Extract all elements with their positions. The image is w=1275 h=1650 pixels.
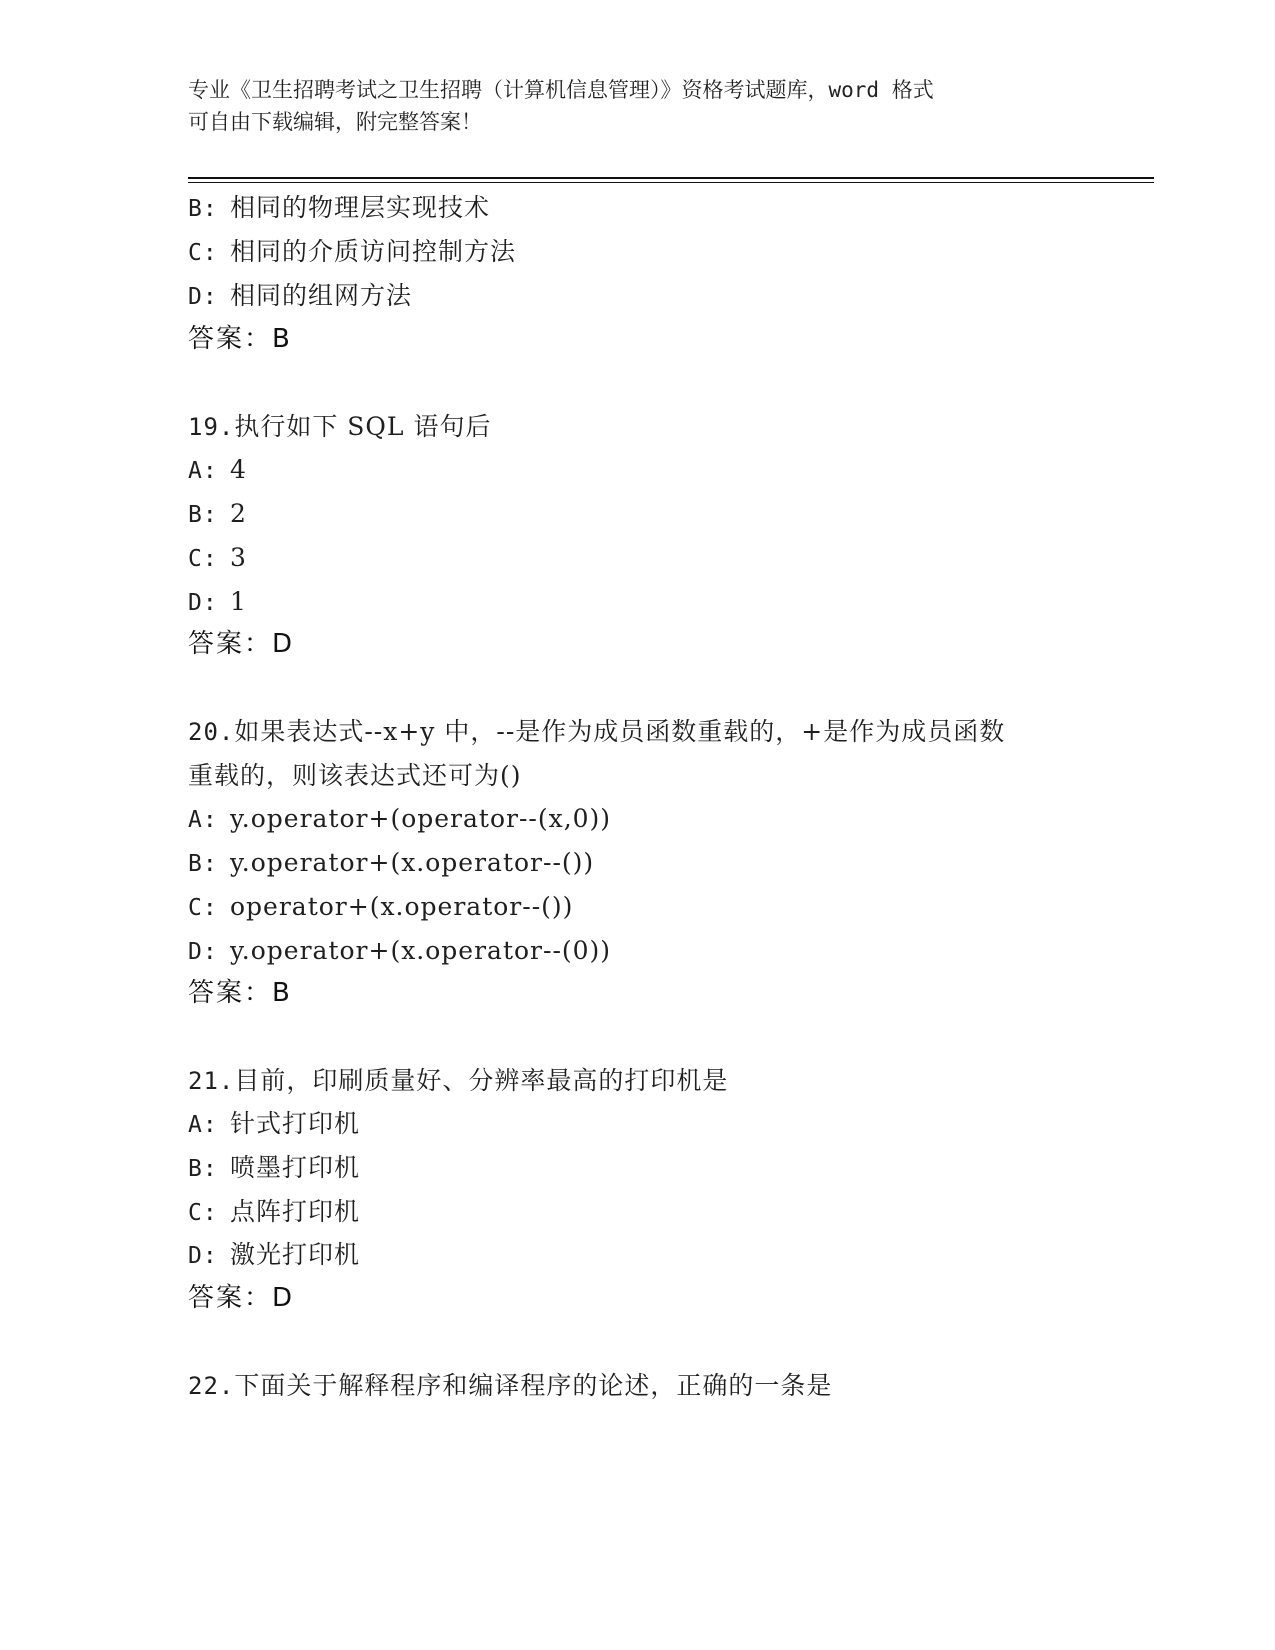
q22-stem [188,1370,832,1402]
question-text: 执行如下 SQL 语句后 [234,412,492,441]
q19-answer: 答案：D [188,629,295,659]
option-text: operator+(x.operator--()) [230,892,574,921]
option-text: y.operator+(x.operator--()) [230,848,595,877]
option-text: 喷墨打印机 [230,1153,361,1182]
q20-option-b [188,847,594,880]
question-text: 目前，印刷质量好、分辨率最高的打印机是 [234,1066,729,1095]
question-number: 19. [188,413,235,441]
header-line-2: 可自由下载编辑，附完整答案！ [188,110,482,134]
option-label: C: [188,240,218,266]
option-text: 相同的介质访问控制方法 [230,237,517,266]
question-text: 如果表达式--x+y 中，--是作为成员函数重载的，+是作为成员函数 [234,717,1006,746]
option-text: 相同的组网方法 [230,281,413,310]
q18-option-c [188,236,516,269]
option-text: 激光打印机 [230,1240,361,1269]
option-label: A: [188,1112,218,1138]
option-text: 3 [230,543,247,572]
question-number: 20. [188,718,235,746]
q21-option-a [188,1108,360,1141]
question-number: 22. [188,1372,235,1400]
header-divider-thick [188,177,1154,179]
option-label: D: [188,1243,218,1269]
option-label: D: [188,284,218,310]
option-text: 相同的物理层实现技术 [230,193,491,222]
q21-option-d [188,1239,360,1272]
option-text: 针式打印机 [230,1109,361,1138]
document-header [188,74,1068,138]
q20-option-c [188,891,573,924]
option-label: D: [188,590,218,616]
question-text: 下面关于解释程序和编译程序的论述，正确的一条是 [234,1371,833,1400]
option-label: B: [188,851,218,877]
option-label: C: [188,546,218,572]
option-text: 点阵打印机 [230,1197,361,1226]
option-label: A: [188,458,218,484]
q20-option-a [188,803,611,836]
q19-option-b [188,498,247,531]
option-label: A: [188,807,218,833]
option-text: 1 [230,587,247,616]
option-text: 2 [230,499,247,528]
option-label: C: [188,895,218,921]
header-divider-thin [188,182,1154,183]
header-line-1: 专业《卫生招聘考试之卫生招聘（计算机信息管理）》资格考试题库，word 格式 [188,78,934,102]
option-label: B: [188,196,218,222]
q20-option-d [188,935,611,968]
q18-answer: 答案：B [188,324,292,354]
option-text: 4 [230,455,247,484]
option-text: y.operator+(operator--(x,0)) [230,804,612,833]
q19-option-a [188,454,247,487]
q21-option-b [188,1152,360,1185]
question-number: 21. [188,1067,235,1095]
option-text: y.operator+(x.operator--(0)) [230,936,612,965]
q18-option-b [188,192,490,225]
option-label: C: [188,1200,218,1226]
q19-option-c [188,542,247,575]
q20-stem-line-1 [188,716,1005,748]
q18-option-d [188,280,412,313]
option-label: D: [188,939,218,965]
option-label: B: [188,502,218,528]
q21-answer: 答案：D [188,1283,295,1313]
q19-option-d [188,586,247,619]
q20-stem-line-2: 重载的，则该表达式还可为() [188,761,522,790]
q19-stem [188,411,491,443]
q21-option-c [188,1196,360,1229]
q21-stem [188,1065,728,1097]
q20-answer: 答案：B [188,978,292,1008]
option-label: B: [188,1156,218,1182]
